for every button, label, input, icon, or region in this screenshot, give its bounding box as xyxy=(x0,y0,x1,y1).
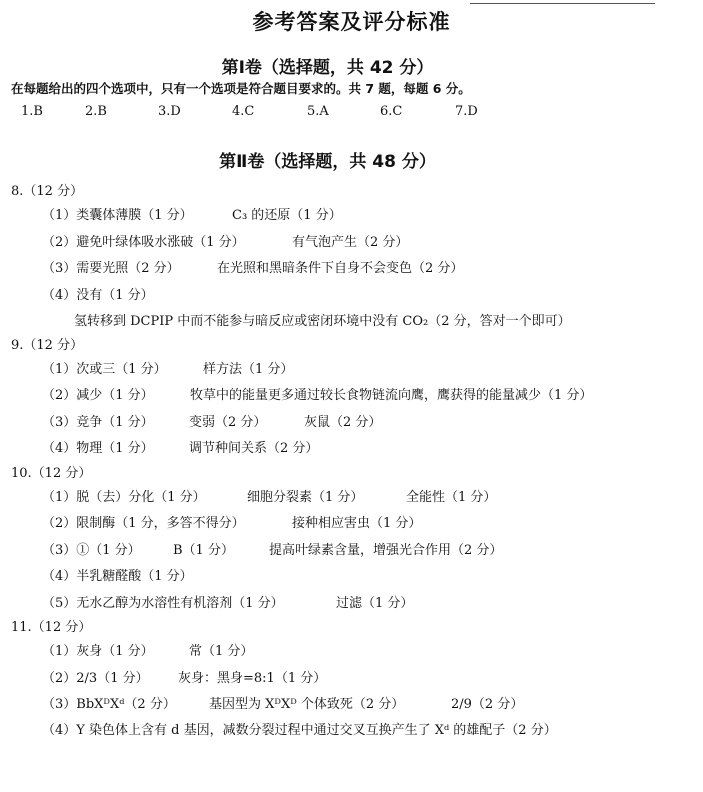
q10-part5-b: 过滤（1 分） xyxy=(336,596,414,611)
q10-part3-b: B（1 分） xyxy=(173,543,234,558)
q8-part4-a: （4）没有（1 分） xyxy=(42,288,154,303)
q11-part3-c: 2/9（2 分） xyxy=(451,697,524,712)
q11-part1-b: 常（1 分） xyxy=(189,644,254,659)
section1-instruction: 在每题给出的四个选项中，只有一个选项是符合题目要求的。共 7 题，每题 6 分。 xyxy=(11,81,471,96)
q8-heading: 8.（12 分） xyxy=(11,184,84,199)
q8-part3-b: 在光照和黑暗条件下自身不会变色（2 分） xyxy=(217,261,464,276)
q11-part3-b: 基因型为 XᴰXᴰ 个体致死（2 分） xyxy=(209,697,405,712)
q9-part4-a: （4）物理（1 分） xyxy=(42,441,154,456)
section1-heading: 第Ⅰ卷（选择题，共 42 分） xyxy=(221,58,434,78)
q9-part2-b: 牧草中的能量更多通过较长食物链流向鹰，鹰获得的能量减少（1 分） xyxy=(190,388,593,403)
q9-part2-a: （2）减少（1 分） xyxy=(42,388,154,403)
q10-part2-a: （2）限制酶（1 分，多答不得分） xyxy=(42,516,245,531)
q11-part1-a: （1）灰身（1 分） xyxy=(42,644,154,659)
page-title: 参考答案及评分标准 xyxy=(252,10,451,34)
q8-part2-a: （2）避免叶绿体吸水涨破（1 分） xyxy=(42,235,245,250)
mc-answer-6: 6.C xyxy=(380,104,403,119)
mc-answer-5: 5.A xyxy=(307,104,329,119)
q9-part4-b: 调节种间关系（2 分） xyxy=(189,441,319,456)
q8-part2-b: 有气泡产生（2 分） xyxy=(292,235,409,250)
q10-part4-a: （4）半乳糖醛酸（1 分） xyxy=(42,569,193,584)
q10-part1-c: 全能性（1 分） xyxy=(406,490,497,505)
q10-part5-a: （5）无水乙醇为水溶性有机溶剂（1 分） xyxy=(42,596,284,611)
q11-part3-a: （3）BbXᴰXᵈ（2 分） xyxy=(42,697,176,712)
q11-part4: （4）Y 染色体上含有 d 基因，减数分裂过程中通过交叉互换产生了 Xᵈ 的雄配子（2 分） xyxy=(42,723,557,738)
q10-part3-a: （3）①（1 分） xyxy=(42,543,141,558)
q10-heading: 10.（12 分） xyxy=(11,466,92,481)
q9-part3-b: 变弱（2 分） xyxy=(189,415,267,430)
q11-part2-a: （2）2/3（1 分） xyxy=(42,671,149,686)
mc-answer-4: 4.C xyxy=(232,104,255,119)
q11-heading: 11.（12 分） xyxy=(11,620,92,635)
q8-part3-a: （3）需要光照（2 分） xyxy=(42,261,180,276)
q10-part3-c: 提高叶绿素含量，增强光合作用（2 分） xyxy=(269,543,503,558)
q9-part1-a: （1）次或三（1 分） xyxy=(42,362,167,377)
q10-part2-b: 接种相应害虫（1 分） xyxy=(292,516,422,531)
header-rule xyxy=(470,3,655,4)
q10-part1-a: （1）脱（去）分化（1 分） xyxy=(42,490,206,505)
q9-part3-c: 灰鼠（2 分） xyxy=(304,415,382,430)
q8-part1-b: C₃ 的还原（1 分） xyxy=(232,208,342,223)
mc-answer-7: 7.D xyxy=(455,104,478,119)
q8-part4-explanation: 氢转移到 DCPIP 中而不能参与暗反应或密闭环境中没有 CO₂（2 分，答对一个即可） xyxy=(74,314,571,329)
mc-answer-2: 2.B xyxy=(85,104,107,119)
mc-answer-1: 1.B xyxy=(21,104,43,119)
section2-heading: 第Ⅱ卷（选择题，共 48 分） xyxy=(219,152,436,172)
mc-answer-3: 3.D xyxy=(158,104,181,119)
q9-part1-b: 样方法（1 分） xyxy=(203,362,294,377)
q8-part1-a: （1）类囊体薄膜（1 分） xyxy=(42,208,193,223)
q9-heading: 9.（12 分） xyxy=(11,338,84,353)
q10-part1-b: 细胞分裂素（1 分） xyxy=(247,490,364,505)
q9-part3-a: （3）竞争（1 分） xyxy=(42,415,154,430)
q11-part2-b: 灰身：黑身=8:1（1 分） xyxy=(178,671,327,686)
